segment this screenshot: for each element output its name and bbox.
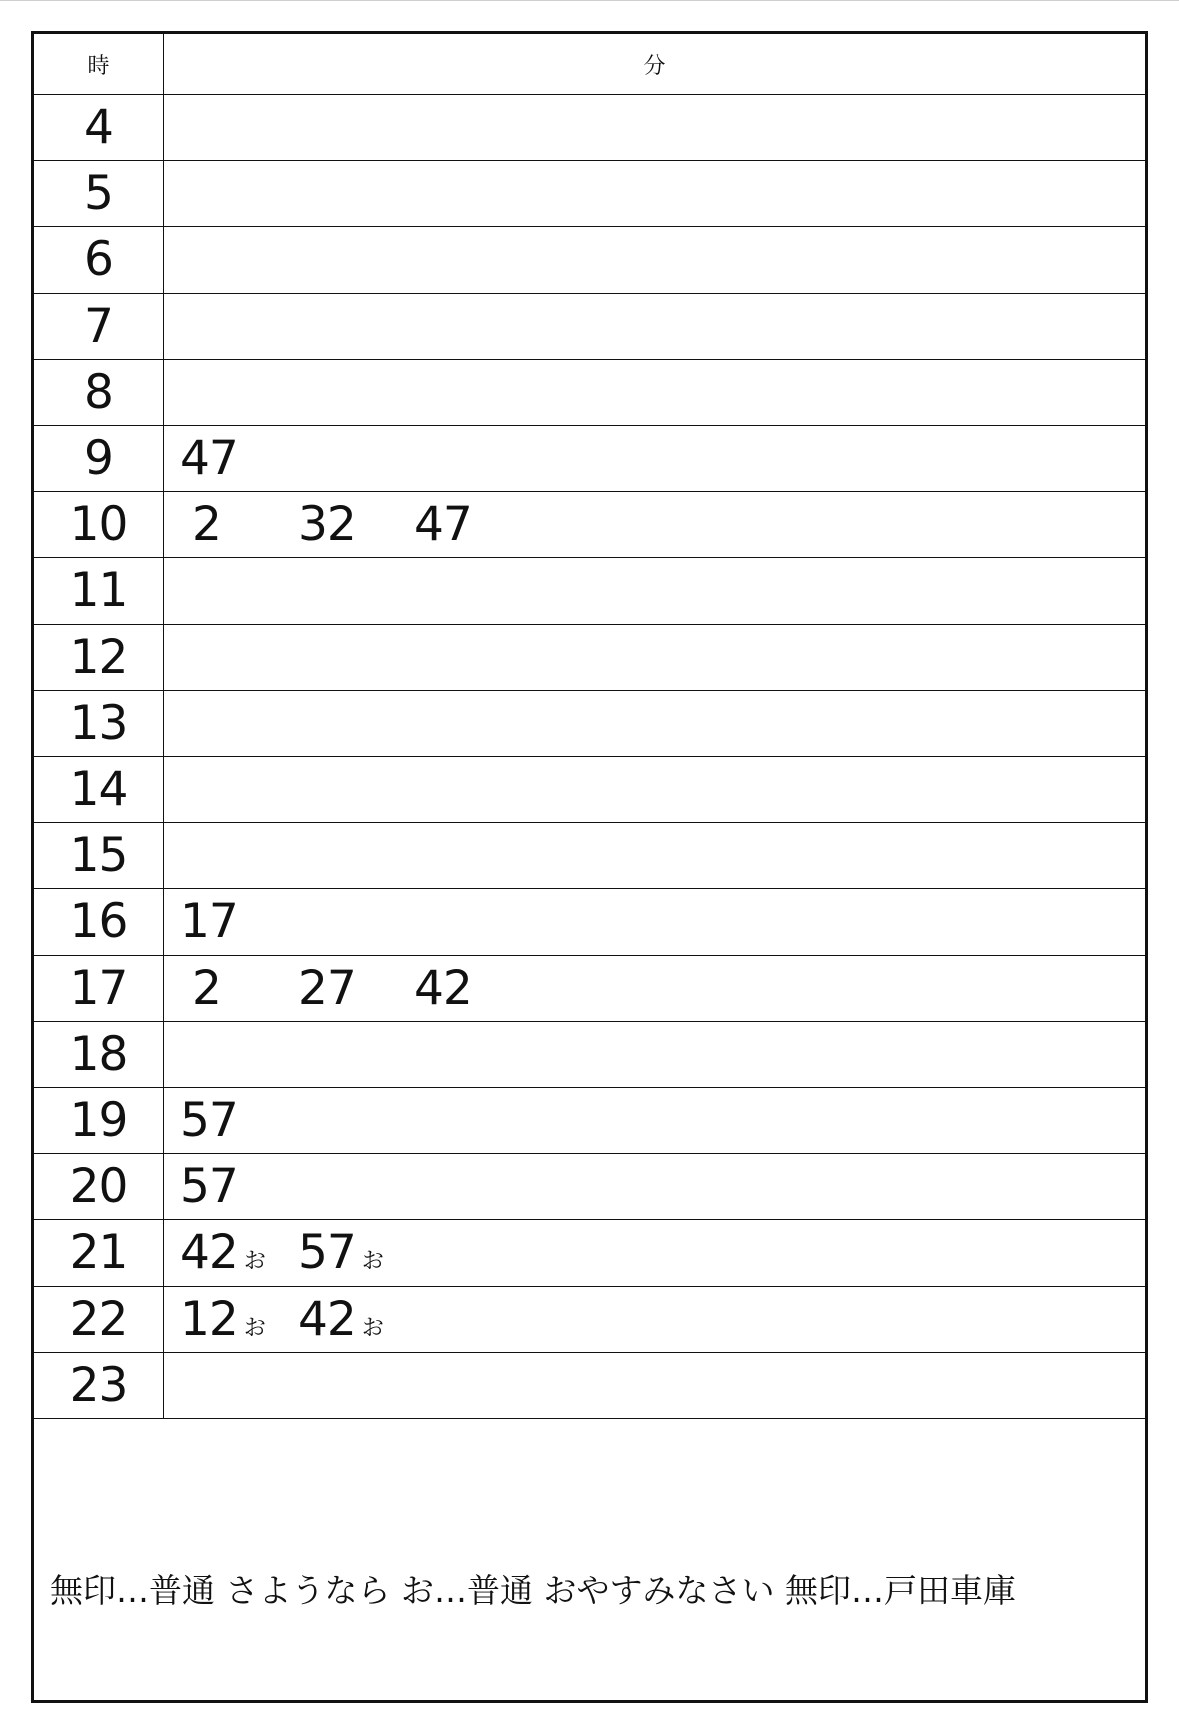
departure-minute [192,492,221,557]
table-row [34,625,1145,691]
minutes-cell [164,889,1145,954]
hour-cell [34,161,164,226]
minute-value: 32 [298,497,356,553]
minutes-cell [164,1287,1145,1352]
service-mark: お [361,1249,384,1275]
departure-minute [180,426,238,491]
hour-label: 23 [69,1357,128,1413]
minute-value: 47 [180,431,238,487]
minute-value: 2 [192,960,221,1016]
hour-cell [34,889,164,954]
hour-label: 12 [69,629,128,685]
minute-header-label: 分 [643,53,666,79]
departure-minute [180,1088,238,1153]
minutes-cell [164,1022,1145,1087]
departure-minute [180,1220,266,1285]
minutes-cell [164,625,1145,690]
hour-label: 19 [69,1093,128,1149]
minute-value: 42 [180,1225,238,1281]
minutes-cell [164,492,1145,557]
minutes-cell [164,227,1145,292]
hour-label: 7 [84,298,113,354]
departure-minute [298,1220,384,1285]
minute-value: 57 [180,1159,238,1215]
minutes-cell [164,823,1145,888]
hour-label: 10 [69,497,128,553]
table-row [34,492,1145,558]
table-row [34,757,1145,823]
hour-label: 15 [69,828,128,884]
table-header [34,34,1145,95]
minutes-cell [164,161,1145,226]
table-row [34,956,1145,1022]
service-mark: お [243,1315,266,1341]
hour-column-header [34,34,164,94]
minutes-cell [164,1154,1145,1219]
minutes-cell [164,294,1145,359]
hour-cell [34,956,164,1021]
table-row [34,1022,1145,1088]
departure-minute [180,889,238,954]
minutes-cell [164,956,1145,1021]
minute-value: 2 [192,497,221,553]
departure-minute [298,956,356,1021]
table-row [34,294,1145,360]
table-row [34,1353,1145,1419]
departure-minute [414,492,472,557]
minute-value: 47 [414,497,472,553]
hour-cell [34,1287,164,1352]
minute-value: 42 [298,1291,356,1347]
hour-cell [34,757,164,822]
hour-cell [34,691,164,756]
table-row [34,1287,1145,1353]
timetable [31,31,1148,1703]
departure-minute [298,1287,384,1352]
departure-minute [180,1287,266,1352]
minute-value: 17 [180,894,238,950]
minutes-cell [164,360,1145,425]
service-mark: お [361,1315,384,1341]
table-row [34,1154,1145,1220]
hour-label: 14 [69,762,128,818]
table-row [34,161,1145,227]
legend-note: 無印…普通 さようなら お…普通 おやすみなさい 無印…戸田車庫 [50,1571,1016,1610]
table-row [34,889,1145,955]
minutes-cell [164,757,1145,822]
minutes-cell [164,691,1145,756]
top-divider [0,0,1179,1]
hour-cell [34,823,164,888]
hour-cell [34,294,164,359]
hour-cell [34,426,164,491]
departure-minute [298,492,356,557]
hour-label: 22 [69,1291,128,1347]
hour-cell [34,95,164,160]
hour-cell [34,227,164,292]
hour-cell [34,1022,164,1087]
hour-label: 13 [69,695,128,751]
hour-label: 16 [69,894,128,950]
minutes-cell [164,1220,1145,1285]
minutes-cell [164,426,1145,491]
minutes-cell [164,558,1145,623]
hour-cell [34,558,164,623]
hour-header-label: 時 [87,53,110,79]
service-mark: お [243,1249,266,1275]
hour-label: 9 [84,431,113,487]
table-row [34,426,1145,492]
hour-cell [34,1154,164,1219]
minutes-cell [164,95,1145,160]
table-row [34,95,1145,161]
table-row [34,1088,1145,1154]
minute-column-header [164,34,1145,94]
hour-cell [34,1353,164,1418]
hour-cell [34,1088,164,1153]
minute-value: 12 [180,1291,238,1347]
minutes-cell [164,1088,1145,1153]
hour-cell [34,360,164,425]
minute-value: 57 [298,1225,356,1281]
departure-minute [192,956,221,1021]
hour-cell [34,1220,164,1285]
hour-label: 21 [69,1225,128,1281]
departure-minute [414,956,472,1021]
table-row [34,558,1145,624]
minute-value: 27 [298,960,356,1016]
hour-cell [34,625,164,690]
table-row [34,360,1145,426]
minutes-cell [164,1353,1145,1418]
table-row [34,691,1145,757]
table-row [34,823,1145,889]
departure-minute [180,1154,238,1219]
hour-label: 20 [69,1159,128,1215]
table-row [34,1220,1145,1286]
minute-value: 57 [180,1093,238,1149]
hour-label: 4 [84,100,113,156]
hour-label: 18 [69,1026,128,1082]
hour-label: 6 [84,232,113,288]
hour-cell [34,492,164,557]
hour-label: 11 [69,563,128,619]
hour-label: 5 [84,166,113,222]
hour-label: 8 [84,364,113,420]
table-row [34,227,1145,293]
minute-value: 42 [414,960,472,1016]
hour-label: 17 [69,960,128,1016]
